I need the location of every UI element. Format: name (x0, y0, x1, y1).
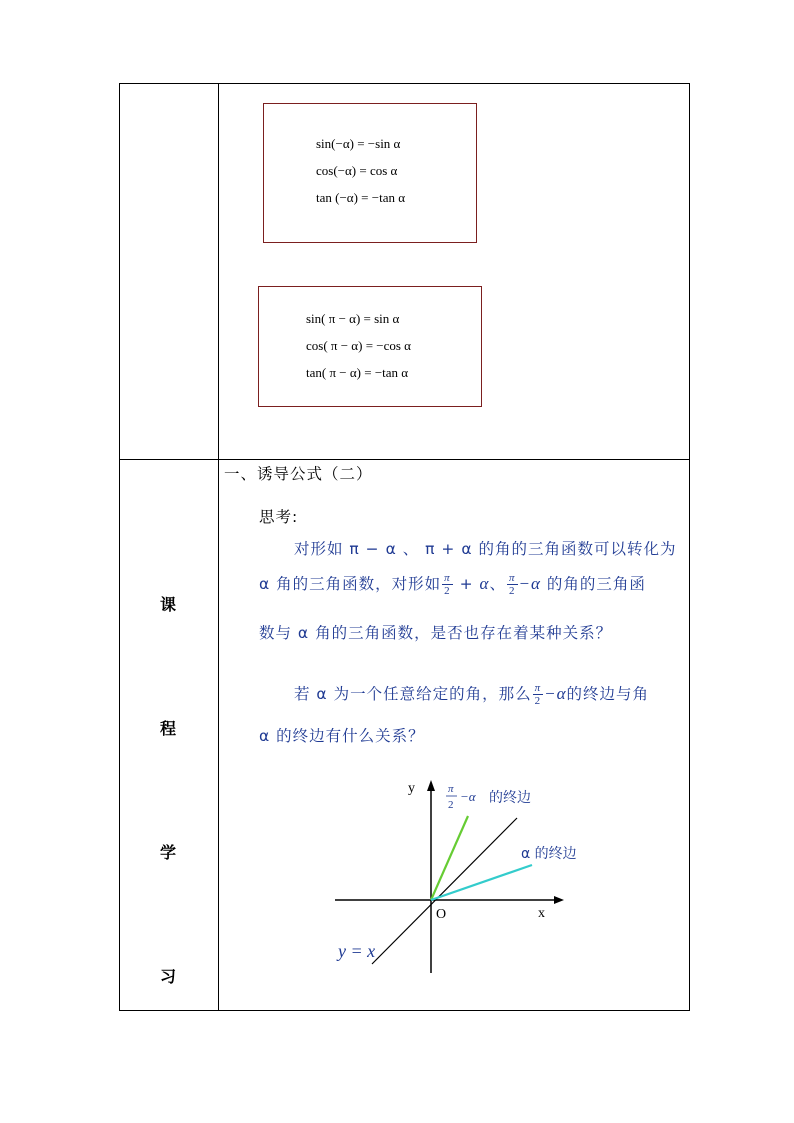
green-label-minus-alpha: −α (460, 789, 476, 804)
fraction-denominator: 2 (509, 585, 516, 597)
fraction-numerator: π (509, 572, 516, 584)
text-span: 若 α 为一个任意给定的角，那么 (294, 685, 532, 703)
y-axis-label: y (408, 781, 415, 796)
side-label-char: 程 (160, 719, 177, 738)
fraction-denominator: 2 (444, 585, 451, 597)
minus-alpha: −α (544, 684, 567, 703)
table-column-divider (218, 83, 219, 1011)
text-span: 的角的三角函 (540, 575, 646, 593)
alpha-symbol: α (479, 574, 490, 593)
terminal-side-diagram (330, 770, 590, 980)
text-span: + (459, 575, 474, 593)
minus-alpha: −α (518, 574, 541, 593)
line-y-equals-x (372, 818, 517, 964)
paragraph-line: α 的终边有什么关系？ (259, 727, 425, 745)
table-row-divider (119, 459, 690, 460)
fraction-numerator: π (534, 682, 542, 694)
formula-tan-pi: tan( π − α) = −tan α (306, 365, 409, 380)
cyan-terminal-side (431, 865, 532, 900)
fraction-numerator: π (444, 572, 451, 584)
y-axis-arrow-icon (427, 780, 435, 791)
x-axis-label: x (538, 906, 545, 921)
section-heading: 一、诱导公式（二） (224, 465, 373, 483)
formula-sin-pi: sin( π − α) = sin α (306, 311, 400, 326)
formula-cos-pi: cos( π − α) = −cos α (306, 338, 411, 353)
side-label-char: 学 (160, 843, 177, 862)
paragraph-line (294, 682, 649, 707)
green-label-numerator: π (448, 783, 454, 795)
origin-label: O (436, 907, 447, 922)
text-span: 的终边与角 (566, 685, 650, 703)
green-label-text: 的终边 (489, 790, 531, 806)
green-label-denominator: 2 (448, 799, 454, 811)
x-axis-arrow-icon (554, 896, 564, 904)
green-terminal-side (431, 816, 468, 900)
side-label-char: 课 (160, 595, 177, 614)
text-span: α 角的三角函数，对形如 (259, 575, 442, 593)
paragraph-line: 数与 α 角的三角函数，是否也存在着某种关系？ (259, 624, 613, 642)
fraction-denominator: 2 (534, 695, 542, 707)
formula-sin-neg: sin(−α) = −sin α (316, 136, 401, 151)
think-label: 思考: (259, 508, 299, 526)
fraction-pi-over-2 (507, 572, 518, 597)
cyan-label: α 的终边 (521, 846, 577, 862)
line-label-y-equals-x: y = x (338, 941, 376, 961)
formula-cos-neg: cos(−α) = cos α (316, 163, 398, 178)
paragraph-line: 对形如 π − α 、 π + α 的角的三角函数可以转化为 (294, 540, 677, 558)
fraction-pi-over-2 (533, 682, 544, 707)
text-span: 、 (489, 575, 506, 593)
side-label-char: 习 (160, 967, 177, 986)
formula-tan-neg: tan (−α) = −tan α (316, 190, 406, 205)
paragraph-line (259, 572, 646, 597)
fraction-pi-over-2 (442, 572, 453, 597)
